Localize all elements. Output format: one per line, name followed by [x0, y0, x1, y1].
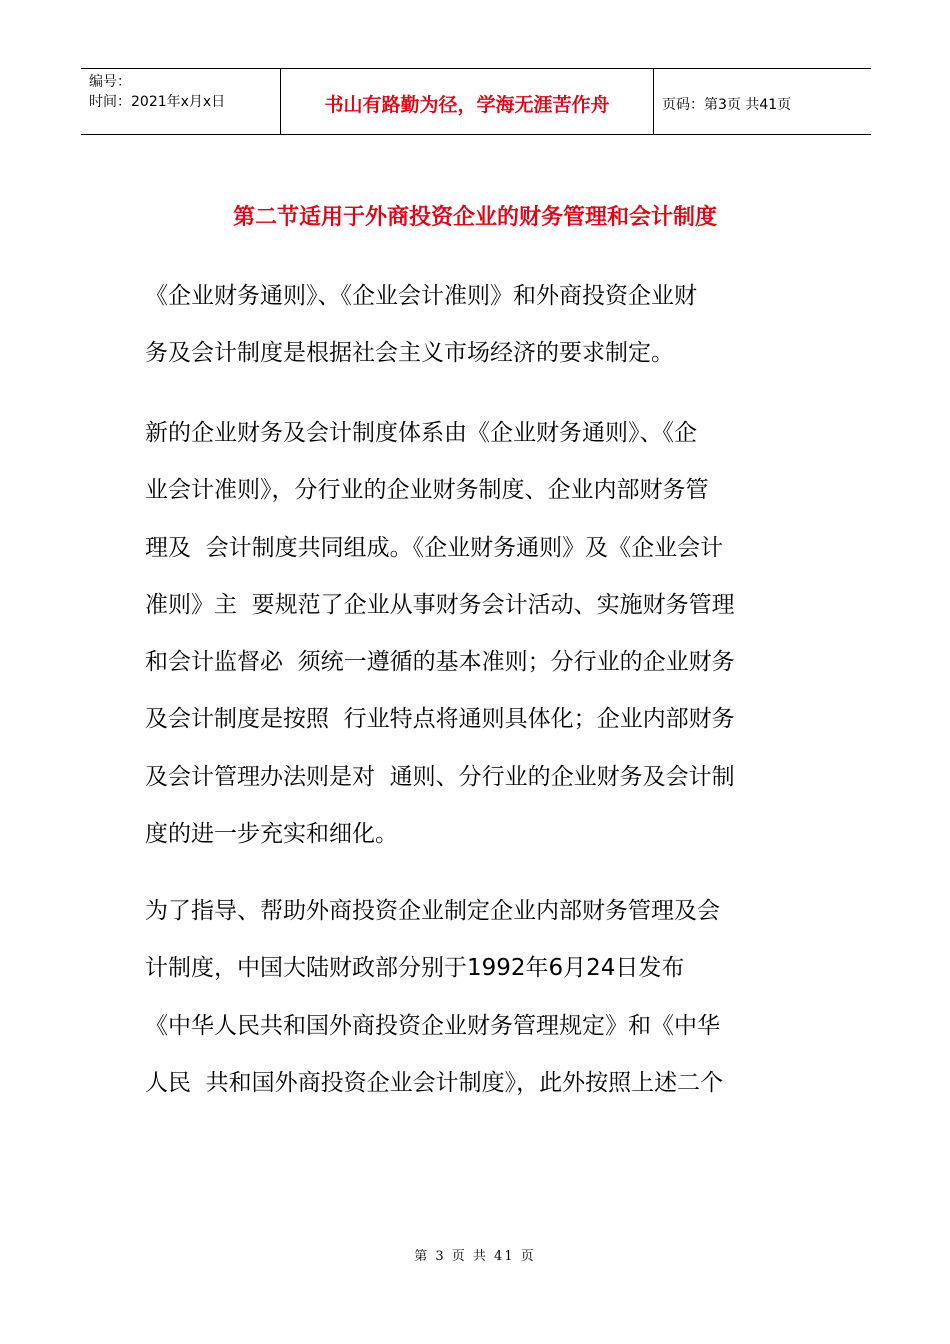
- paragraph-line: 业会计准则》，分行业的企业财务制度、企业内部财务管: [145, 477, 709, 504]
- paragraph-line: 计制度，中国大陆财政部分别于1992年6月24日发布: [145, 955, 685, 982]
- header-motto-cell: [281, 69, 654, 134]
- motto-text: 书山有路勤为径，学海无涯苦作舟: [324, 94, 610, 116]
- number-label: 编号：: [89, 74, 131, 90]
- page-footer: 第 3 页 共 41 页: [414, 1249, 536, 1264]
- time-label: 时间：2021年x月x日: [89, 94, 226, 110]
- paragraph: [145, 268, 697, 383]
- paragraph-line: 及会计管理办法则是对 通则、分行业的企业财务及会计制: [145, 763, 735, 790]
- section-title: 第二节适用于外商投资企业的财务管理和会计制度: [232, 205, 717, 230]
- paragraph-line: 及会计制度是按照 行业特点将通则具体化；企业内部财务: [145, 706, 735, 733]
- paragraph: [145, 883, 723, 1112]
- paragraph-line: 理及 会计制度共同组成。《企业财务通则》及《企业会计: [145, 534, 724, 561]
- paragraph-line: 务及会计制度是根据社会主义市场经济的要求制定。: [145, 340, 674, 367]
- paragraph: [145, 405, 735, 863]
- page-label: 页码：第3页 共41页: [662, 96, 792, 113]
- paragraph-line: 人民 共和国外商投资企业会计制度》，此外按照上述二个: [145, 1069, 724, 1096]
- paragraph-line: 为了指导、帮助外商投资企业制定企业内部财务管理及会: [145, 898, 720, 924]
- paragraph-line: 《企业财务通则》、《企业会计准则》和外商投资企业财: [145, 283, 697, 309]
- paragraph-line: 度的进一步充实和细化。: [145, 821, 398, 848]
- paragraph-line: 《中华人民共和国外商投资企业财务管理规定》和《中华: [145, 1012, 720, 1039]
- paragraph-line: 和会计监督必 须统一遵循的基本准则；分行业的企业财务: [145, 649, 735, 676]
- header-page-cell: [654, 69, 871, 134]
- document-header: [81, 68, 871, 135]
- header-meta-cell: [81, 69, 281, 134]
- paragraph-line: 新的企业财务及会计制度体系由《企业财务通则》、《企: [145, 420, 697, 446]
- paragraph-line: 准则》主 要规范了企业从事财务会计活动、实施财务管理: [145, 591, 735, 618]
